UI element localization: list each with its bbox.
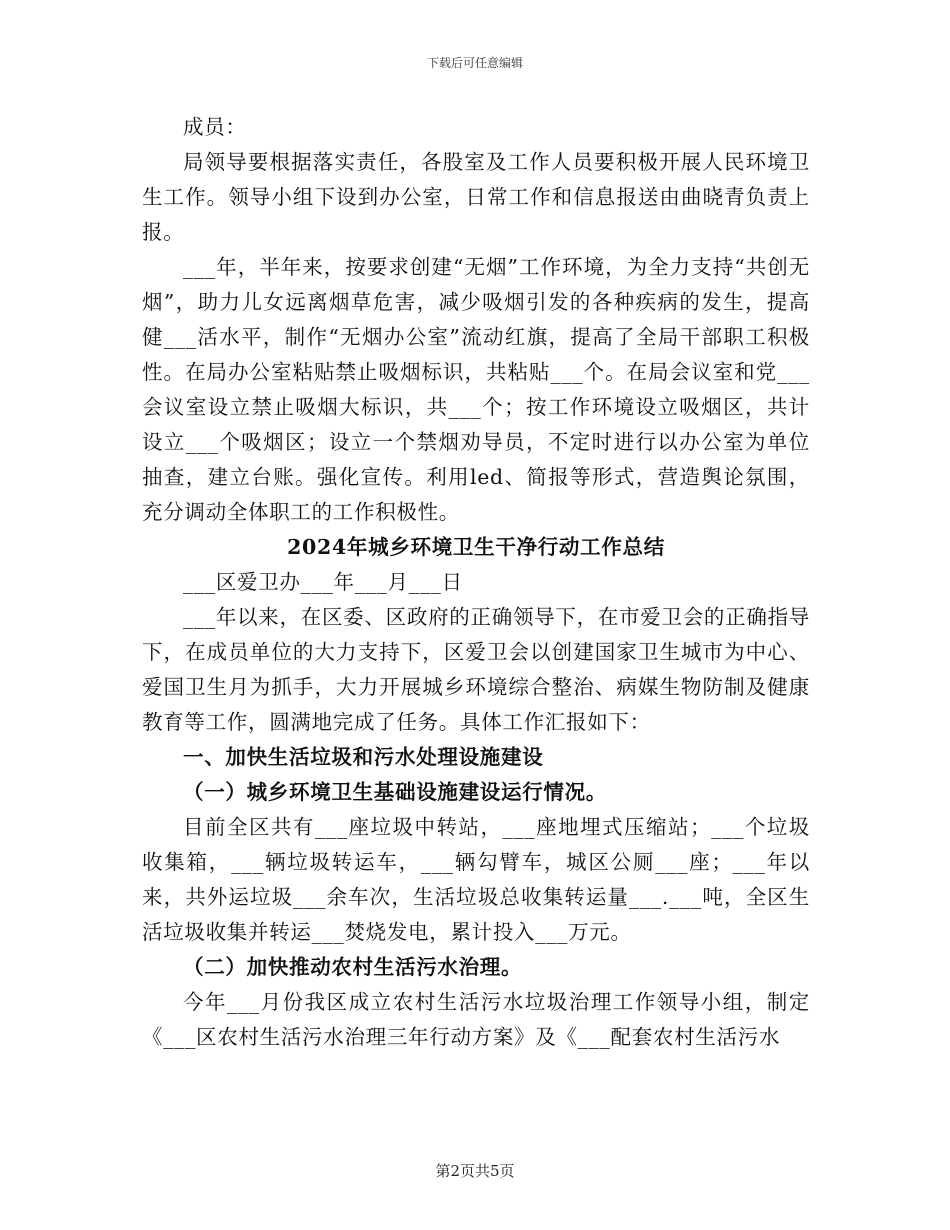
subsection-heading-2: （二）加快推动农村生活污水治理。 [183, 955, 523, 979]
subsection-heading-1: （一）城乡环境卫生基础设施建设运行情况。 [183, 780, 607, 804]
document-body [142, 110, 810, 1055]
paragraph-issuer-date: ___区爱卫办___年___月___日 [183, 570, 463, 594]
paragraph-sewage: 今年___月份我区成立农村生活污水垃圾治理工作领导小组，制定《___区农村生活污水治理三年行动方案》及《___配套农村生活污水 [142, 990, 810, 1049]
document-title: 2024年城乡环境卫生干净行动工作总结 [287, 535, 665, 559]
paragraph-facilities: 目前全区共有___座垃圾中转站，___座地埋式压缩站；___个垃圾收集箱，___辆垃圾转运车，___辆勾臂车，城区公厕___座；___年以来，共外运垃圾___余车次，生活垃圾总收集转运量___.___吨，全区生活垃圾收集并转运___焚烧发电，累计投入___万元。 [142, 815, 810, 944]
paragraph-leadership: 局领导要根据落实责任，各股室及工作人员要积极开展人民环境卫生工作。领导小组下设到办公室，日常工作和信息报送由曲晓青负责上报。 [142, 150, 810, 244]
page-footer: 第2页共5页 [435, 1162, 515, 1180]
paragraph-members: 成员： [183, 115, 247, 139]
paragraph-intro: ___年以来，在区委、区政府的正确领导下，在市爱卫会的正确指导下，在成员单位的大力支持下，区爱卫会以创建国家卫生城市为中心、爱国卫生月为抓手，大力开展城乡环境综合整治、病媒生物防制及健康教育等工作，圆满地完成了任务。具体工作汇报如下： [142, 605, 810, 734]
paragraph-smoke-free: ___年，半年来，按要求创建“无烟”工作环境，为全力支持“共创无烟”，助力儿女远离烟草危害，减少吸烟引发的各种疾病的发生，提高健___活水平，制作“无烟办公室”流动红旗，提高了全局干部职工积极性。在局办公室粘贴禁止吸烟标识，共粘贴___个。在局会议室和党___会议室设立禁止吸烟大标识，共___个；按工作环境设立吸烟区，共计设立___个吸烟区；设立一个禁烟劝导员，不定时进行以办公室为单位抽查，建立台账。强化宣传。利用led、简报等形式，营造舆论氛围，充分调动全体职工的工作积极性。 [142, 255, 810, 524]
section-heading-1: 一、加快生活垃圾和污水处理设施建设 [183, 745, 544, 769]
page-header: 下载后可任意编辑 [426, 56, 523, 70]
